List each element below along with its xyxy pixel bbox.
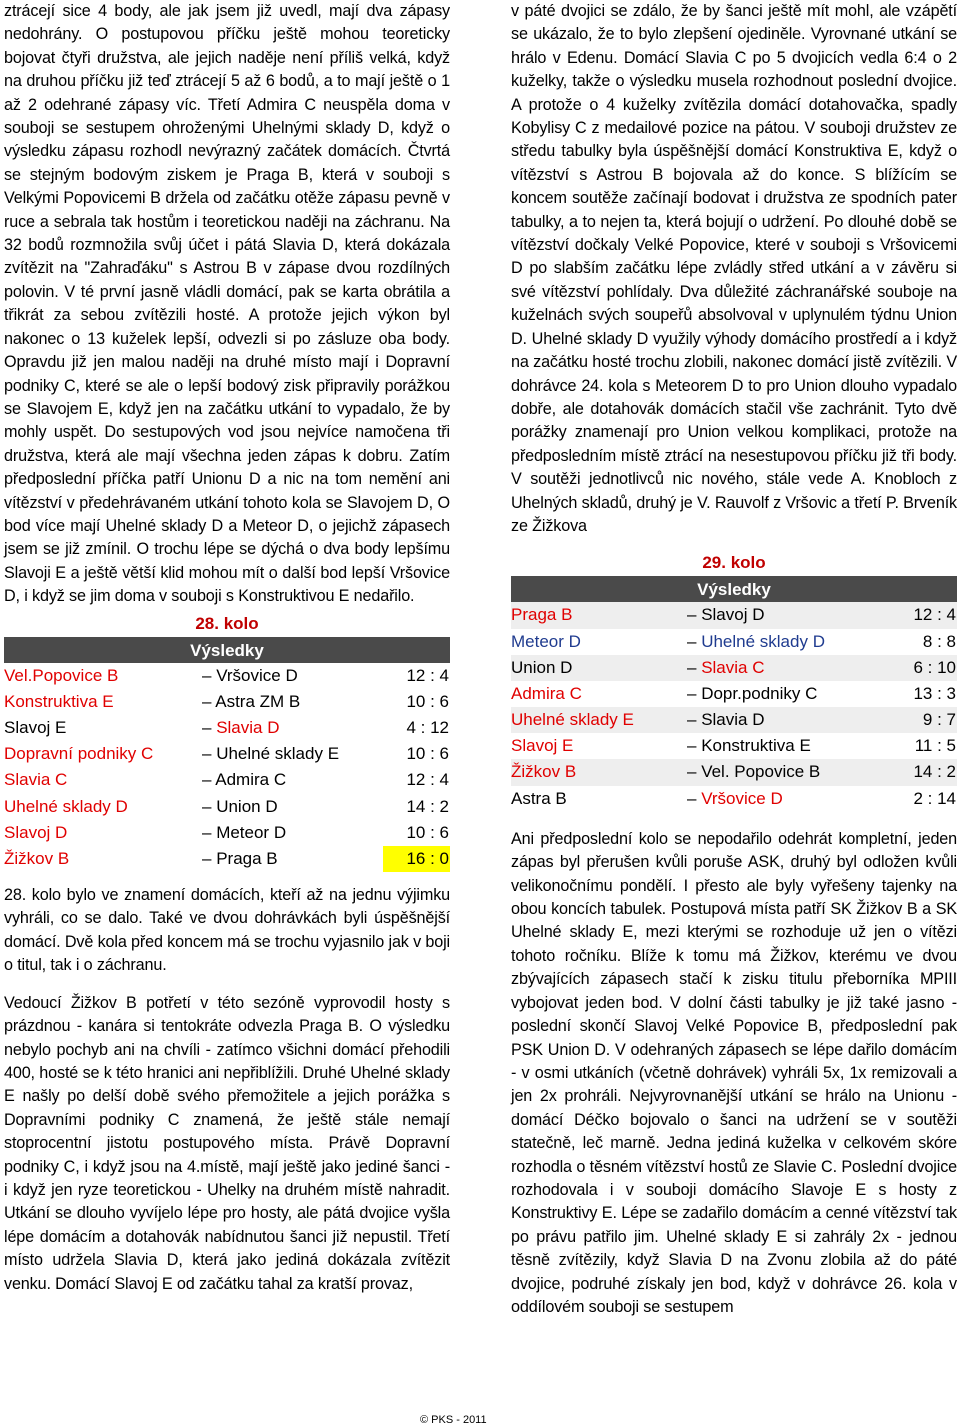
score: 14 : 2: [913, 762, 956, 782]
table-row: [4, 663, 450, 689]
guest-team: – Admira C: [202, 770, 287, 790]
guest-team: – Union D: [202, 796, 278, 816]
results-table-28: [4, 663, 450, 873]
score: 4 : 12: [406, 717, 449, 737]
table-row: [511, 655, 957, 681]
article-paragraph: Vedoucí Žižkov B potřetí v této sezóně vyprovodil hosty s prázdnou - kanára si tentokráte odvezla Praga B. O výsledku nebylo pochyb ani na chvíli - zatímco všichni domácí přehodili 400, hosté se k této hranici ani nepřiblížili. Druhé Uhelné sklady E našly po delší době svého přemožitele a jejich porážka s Dopravními podniky C znamená, že ještě stále nemají stoprocentní jistotu postupového místa. Právě Dopravní podniky C, i když jsou na 4.místě, mají ještě jako jediné šanci - i když jen ryze teoretickou - Uhelky na druhém místě nahradit. Utkání se dlouho vyvíjelo lépe pro hosty, ale pátá dvojice vyšla lépe domácím a dotahovák nabídnutou šanci již nepustil. Třetí místo udržela Slavia D, která jako jediná dokázala zvítězit venku. Domácí Slavoj E od začátku tahal za kratší provaz,: [4, 993, 450, 1293]
table-row: [4, 741, 450, 767]
footer-copyright: © PKS - 2011: [420, 1414, 487, 1426]
home-team: Uhelné sklady E: [511, 710, 634, 730]
left-column: [4, 0, 450, 1296]
score: 12 : 4: [913, 605, 956, 625]
score: 8 : 8: [922, 631, 956, 651]
table-row: [4, 846, 450, 872]
table-row: [4, 767, 450, 793]
home-team: Vel.Popovice B: [4, 665, 119, 685]
guest-team: – Uhelné sklady D: [687, 631, 825, 651]
home-team: Dopravní podniky C: [4, 744, 154, 764]
guest-team: – Konstruktiva E: [687, 736, 811, 756]
table-row: [4, 794, 450, 820]
home-team: Slavoj E: [511, 736, 574, 756]
results-header: Výsledky: [511, 576, 957, 602]
home-team: Žižkov B: [4, 848, 70, 868]
score: 2 : 14: [913, 788, 956, 808]
guest-team: – Slavia D: [202, 717, 280, 737]
home-team: Admira C: [511, 683, 582, 703]
home-team: Slavia C: [4, 770, 68, 790]
right-column: [511, 0, 957, 1319]
score: 14 : 2: [406, 796, 449, 816]
home-team: Žižkov B: [511, 762, 577, 782]
guest-team: – Slavia C: [687, 657, 765, 677]
guest-team: – Praga B: [202, 848, 278, 868]
home-team: Uhelné sklady D: [4, 796, 128, 816]
table-row: [511, 733, 957, 759]
table-row: [4, 820, 450, 846]
article-paragraph: Ani předposlední kolo se nepodařilo odehrát kompletní, jeden zápas byl přerušen kvůli poruše ASK, druhý byl odložen kvůli velikonočnímu pondělí. I přesto ale byly vyřešeny tajenky na obou koncích tabulek. Postupová místa patří SK Žižkov B a SK Uhelné sklady E, mezi kterými se rozhoduje už jen o vítězi tohoto ročníku. Blíže k tomu má Žižkov, kterému ve dvou zbývajících zápasech stačí k zisku titulu přeborníka MPIII vybojovat jeden bod. V dolní části tabulky je již také jasno - poslední skončí Slavoj Velké Popovice B, předposlední pak PSK Union D. V odehraných zápasech se lépe dařilo domácím - v osmi utkáních (včetně dohrávek) vyhráli 5x, 1x remizovali a jen 2x prohráli. Nejvyrovnanější utkání se hrálo na Unionu - domácí Déčko bojovalo o šanci na udržení se v soutěži statečně, leč marně. Jedna jediná kuželka v celkovém skóre rozhodla o těsném vítězství hostů ze Slavie C. Poslední dvojice rozhodovala i v souboji domácího Slavoje E s hosty z Konstruktivy E. Lépe se zadařilo domácím a cenné vítězství tak po právu patřilo jim. Uhelné sklady E si zahrály 2x - jednou těsně zvítězily, když Slavia D na Zvonu zlobila až do páté dvojice, podruhé získaly jen bod, když v dohrávce 26. kola v oddílovém souboji se sestupem: [511, 829, 957, 1316]
table-row: [511, 759, 957, 785]
results-table-29: [511, 602, 957, 812]
score: 10 : 6: [406, 744, 449, 764]
score: 6 : 10: [913, 657, 956, 677]
round-29-title: 29. kolo: [702, 553, 766, 573]
guest-team: – Uhelné sklady E: [202, 744, 340, 764]
home-team: Konstruktiva E: [4, 691, 114, 711]
score: 12 : 4: [406, 770, 449, 790]
guest-team: – Vel. Popovice B: [687, 762, 821, 782]
guest-team: – Astra ZM B: [202, 691, 301, 711]
table-row: [511, 707, 957, 733]
home-team: Union D: [511, 657, 573, 677]
score: 12 : 4: [406, 665, 449, 685]
round-28-title: 28. kolo: [195, 613, 259, 633]
score: 10 : 6: [406, 691, 449, 711]
guest-team: – Dopr.podniky C: [687, 683, 818, 703]
guest-team: – Vršovice D: [202, 665, 298, 685]
article-paragraph: v páté dvojici se zdálo, že by šanci ještě mít mohl, ale vzápětí se ukázalo, že to bylo zlepšení ojediněle. Vyrovnané utkání se hrálo v Edenu. Domácí Slavia C po 5 dvojicích vedla 6:4 o 2 kuželky, takže o výsledku musela rozhodnout poslední dvojice. A protože o 4 kuželky zvítězila domácí dotahovačka, spadly Kobylisy C z medailové pozice na pátou. V souboji družstev ze středu tabulky byla úspěšnější domácí Konstruktiva E, když o vítězství s Astrou B bojovala až do konce. S blížícím se koncem soutěže začínají bodovat i družstva ze spodních pater tabulky, a to nejen ta, která bojují o udržení. Po dlouhé době se vítězství dočkaly Velké Popovice, které v souboji s Vršovicemi D po slabším začátku lépe zvládly střed utkání a v závěru si své vítězství pohlídaly. Dva důležité záchranářské souboje na kuželnách svých soupeřů absolvoval v uplynulém týdnu Union D. Uhelné sklady D využily výhody domácího prostředí a i když na začátku hosté trochu zlobili, nakonec domácí jistě zvítězili. V dohrávce 24. kola s Meteorem D to pro Union dlouho vypadalo dobře, ale dotahovák domácích stačil vše zachránit. Tyto dvě porážky znamenají pro Union velkou komplikaci, protože na předposledním místě ztrácí na nesestupovou příčku již tři body. V soutěži jednotlivců nic nového, stále vede A. Knobloch z Uhelných skladů, druhý je V. Rauvolf z Vršovic a třetí P. Brveník ze Žižkova: [511, 2, 957, 535]
table-row: [511, 681, 957, 707]
article-paragraph: 28. kolo bylo ve znamení domácích, kteří až na jednu výjimku vyhráli, co se dalo. Také ve dvou dohrávkách byli úspěšnější domácí. Dvě kola před koncem má se trochu vyjasnilo jak v boji o titul, tak i o záchranu.: [4, 886, 450, 975]
home-team: Astra B: [511, 788, 567, 808]
table-row: [511, 602, 957, 628]
table-row: [4, 689, 450, 715]
score: 9 : 7: [922, 710, 956, 730]
results-header: Výsledky: [4, 637, 450, 663]
home-team: Meteor D: [511, 631, 581, 651]
home-team: Praga B: [511, 605, 573, 625]
article-paragraph: ztrácejí sice 4 body, ale jak jsem již uvedl, mají dva zápasy nedohrány. O postupovou příčku ještě mohou teoreticky bojovat čtyři družstva, ale jejich naděje není příliš velká, když na druhou příčku již teď ztrácejí 5 až 6 bodů, a to mají ještě o 1 až 2 odehrané zápasy víc. Třetí Admira C neuspěla doma v souboji se sestupem ohroženými Uhelnými sklady D, když o výsledku zápasu rozhodl nevýrazný začátek domácích. Čtvrtá se stejným bodovým ziskem je Praga B, která v souboji s Velkými Popovicemi B držela od začátku otěže zápasu pevně v ruce a sebrala tak hostům i teoretickou naději na záchranu. Na 32 bodů rozmnožila svůj účet i pátá Slavia D, která dokázala zvítězit na "Zahraďáku" s Astrou B v zápase dvou rozdílných polovin. V té první jasně vládli domácí, pak se karta obrátila a třikrát za sebou zvítězili hosté. A protože jejich výkon byl nakonec o 13 kuželek lepší, odvezli si po zásluze oba body. Opravdu již jen malou naději na druhé místo mají i Dopravní podniky C, které se ale o lepší bodový zisk připravily porážkou se Slavojem E, když jen na začátku utkání to vypadalo, že by mohly uspět. Do sestupových vod jsou nejvíce namočena tři družstva, která ale mají všechna jeden zápas k dobru. Zatím předposlední příčka patří Unionu D a nic na tom nemění ani vítězství v předehrávaném utkání tohoto kola se Slavojem D, O bod více mají Uhelné sklady D a Meteor D, o jejichž zápasech jsem se již zmínil. O trochu lépe se dýchá o dva body lepšímu Slavoji E a ještě větší klid mohou mít o další bod lepší Vršovice D, i když se jim doma v souboji s Konstruktivou E nedařilo.: [4, 2, 450, 606]
table-row: [511, 786, 957, 812]
score-highlighted: 16 : 0: [383, 846, 450, 872]
guest-team: – Meteor D: [202, 822, 287, 842]
guest-team: – Vršovice D: [687, 788, 783, 808]
score: 11 : 5: [914, 736, 956, 756]
home-team: Slavoj E: [4, 717, 67, 737]
table-row: [511, 629, 957, 655]
home-team: Slavoj D: [4, 822, 68, 842]
score: 10 : 6: [406, 822, 449, 842]
score: 13 : 3: [913, 683, 956, 703]
guest-team: – Slavia D: [687, 710, 765, 730]
guest-team: – Slavoj D: [687, 605, 765, 625]
table-row: [4, 715, 450, 741]
